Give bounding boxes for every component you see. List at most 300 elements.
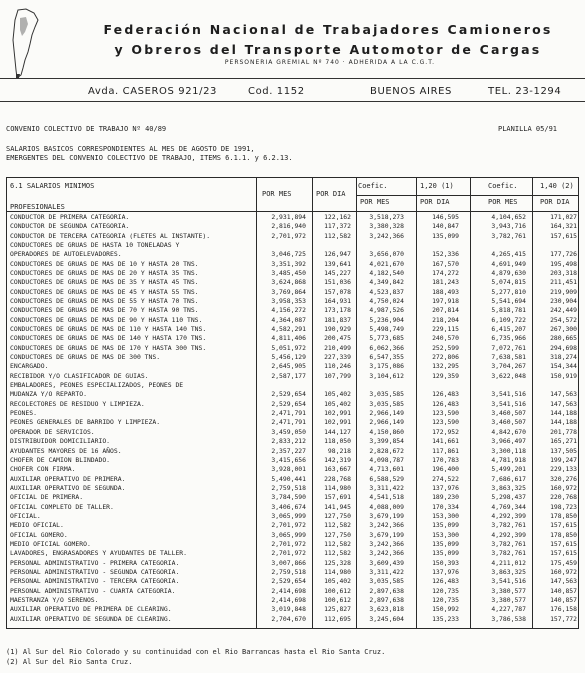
table-cell-d: 141,945 bbox=[324, 502, 351, 511]
table-cell-d1: 240,570 bbox=[432, 334, 459, 343]
table-cell-m2: 4,842,670 bbox=[491, 427, 526, 436]
table-row-label: EMBALADORES, PEONES ESPECIALIZADOS, PEONES DE bbox=[10, 381, 184, 390]
table-border-right bbox=[578, 177, 579, 628]
table-cell-d2: 320,276 bbox=[550, 474, 577, 483]
table-cell-d2: 147,563 bbox=[550, 399, 577, 408]
table-cell-m1: 3,242,366 bbox=[369, 539, 404, 548]
table-row-label: OPERADOR DE SERVICIOS. bbox=[10, 427, 95, 436]
address: Avda. CASEROS 921/23 bbox=[88, 86, 218, 97]
table-cell-d: 122,162 bbox=[324, 213, 351, 221]
table-cell-m: 2,701,972 bbox=[271, 539, 306, 548]
table-cell-m: 3,415,656 bbox=[271, 455, 306, 464]
table-cell-d2: 140,857 bbox=[550, 586, 577, 595]
table-cell-d2: 160,972 bbox=[550, 567, 577, 576]
table-cell-d1: 135,099 bbox=[432, 231, 459, 240]
personeria-subtitle: PERSONERIA GREMIAL Nº 740 · ADHERIDA A LA C.G.T. bbox=[224, 59, 436, 66]
table-cell-d1: 141,661 bbox=[432, 437, 459, 446]
table-cell-d2: 198,723 bbox=[550, 502, 577, 511]
table-cell-m2: 6,415,207 bbox=[491, 325, 526, 334]
table-cell-m2: 3,782,761 bbox=[491, 521, 526, 530]
table-cell-m2: 5,818,781 bbox=[491, 306, 526, 315]
table-cell-m1: 2,897,638 bbox=[369, 595, 404, 604]
table-row-label: ENCARGADO. bbox=[10, 362, 49, 371]
table-cell-d: 142,319 bbox=[324, 455, 351, 464]
table-cell-m2: 4,781,918 bbox=[491, 455, 526, 464]
table-cell-m2: 4,265,415 bbox=[491, 250, 526, 259]
table-cell-d1: 167,570 bbox=[432, 259, 459, 268]
table-cell-d: 157,078 bbox=[324, 287, 351, 296]
table-cell-m: 2,471,791 bbox=[271, 418, 306, 427]
table-cell-m1: 4,021,670 bbox=[369, 259, 404, 268]
table-cell-m: 3,351,392 bbox=[271, 259, 306, 268]
table-row-label: OFICIAL. bbox=[10, 511, 41, 520]
table-cell-m2: 3,460,507 bbox=[491, 418, 526, 427]
table-cell-d1: 170,334 bbox=[432, 502, 459, 511]
table-cell-m2: 3,943,716 bbox=[491, 222, 526, 231]
table-cell-d1: 252,599 bbox=[432, 343, 459, 352]
table-row-label: PERSONAL ADMINISTRATIVO - PRIMERA CATEGORIA. bbox=[10, 558, 180, 567]
table-cell-m1: 4,349,842 bbox=[369, 278, 404, 287]
table-cell-m2: 5,298,437 bbox=[491, 493, 526, 502]
table-cell-m1: 3,380,328 bbox=[369, 222, 404, 231]
table-cell-m: 2,471,791 bbox=[271, 409, 306, 418]
coef2-label: Coefic. bbox=[488, 182, 518, 190]
table-cell-m1: 3,399,854 bbox=[369, 437, 404, 446]
table-cell-d2: 147,563 bbox=[550, 577, 577, 586]
table-cell-m2: 7,072,761 bbox=[491, 343, 526, 352]
phone: TEL. 23-1294 bbox=[488, 86, 562, 97]
table-cell-d: 117,372 bbox=[324, 222, 351, 231]
table-cell-m: 2,414,698 bbox=[271, 586, 306, 595]
table-cell-m1: 5,498,749 bbox=[369, 325, 404, 334]
table-cell-m: 2,833,212 bbox=[271, 437, 306, 446]
table-cell-d: 157,691 bbox=[324, 493, 351, 502]
table-row-label: AUXILIAR OPERATIVO DE PRIMERA DE CLEARING. bbox=[10, 605, 172, 614]
table-cell-d2: 171,027 bbox=[550, 213, 577, 221]
table-cell-d1: 117,861 bbox=[432, 446, 459, 455]
table-cell-m1: 4,750,024 bbox=[369, 297, 404, 306]
table-row-label: CONDUCTORES DE GRUAS DE MAS DE 140 Y HASTA 170 TNS. bbox=[10, 334, 207, 343]
table-row-label: CONDUCTORES DE GRUAS DE MAS DE 45 Y HASTA 55 TNS. bbox=[10, 287, 199, 296]
table-cell-d: 105,402 bbox=[324, 390, 351, 399]
table-cell-d2: 178,850 bbox=[550, 530, 577, 539]
header-dia-base: POR DIA bbox=[316, 190, 346, 198]
table-cell-d: 173,178 bbox=[324, 306, 351, 315]
table-cell-m: 4,582,291 bbox=[271, 325, 306, 334]
table-cell-m: 3,928,001 bbox=[271, 465, 306, 474]
table-row-label: MEDIO OFICIAL GOMERO. bbox=[10, 539, 91, 548]
table-row-label: CONDUCTORES DE GRUAS DE MAS DE 70 Y HASTA 90 TNS. bbox=[10, 306, 199, 315]
column-header-profesionales: PROFESIONALES bbox=[10, 203, 65, 211]
table-cell-d2: 150,919 bbox=[550, 371, 577, 380]
table-cell-d1: 207,814 bbox=[432, 306, 459, 315]
table-cell-d: 112,582 bbox=[324, 539, 351, 548]
table-cell-m2: 3,380,577 bbox=[491, 595, 526, 604]
footnote-1: (1) Al Sur del Rio Colorado y su continuidad con el Rio Barrancas hasta el Rio Santa Cruz. bbox=[6, 648, 386, 656]
table-cell-d2: 175,459 bbox=[550, 558, 577, 567]
table-cell-m: 2,701,972 bbox=[271, 549, 306, 558]
table-cell-d1: 188,493 bbox=[432, 287, 459, 296]
table-cell-m2: 3,782,761 bbox=[491, 231, 526, 240]
table-cell-m2: 3,300,118 bbox=[491, 446, 526, 455]
postal-code: Cod. 1152 bbox=[248, 86, 305, 97]
table-row-label: PERSONAL ADMINISTRATIVO - CUARTA CATEGORIA. bbox=[10, 586, 176, 595]
table-cell-m: 2,759,518 bbox=[271, 567, 306, 576]
table-cell-d2: 294,698 bbox=[550, 343, 577, 352]
table-cell-d: 125,827 bbox=[324, 605, 351, 614]
table-border-left bbox=[6, 177, 7, 628]
table-cell-d: 210,499 bbox=[324, 343, 351, 352]
intro-line-1: SALARIOS BASICOS CORRESPONDIENTES AL MES DE AGOSTO DE 1991, bbox=[6, 145, 255, 153]
table-cell-m: 5,051,972 bbox=[271, 343, 306, 352]
table-cell-d1: 135,099 bbox=[432, 539, 459, 548]
table-row-label: OFICIAL DE PRIMERA. bbox=[10, 493, 84, 502]
table-cell-m: 2,704,670 bbox=[271, 614, 306, 623]
table-cell-d: 145,227 bbox=[324, 269, 351, 278]
table-cell-d: 100,612 bbox=[324, 595, 351, 604]
table-cell-d1: 123,590 bbox=[432, 418, 459, 427]
table-cell-m1: 4,987,526 bbox=[369, 306, 404, 315]
table-row-label: CONDUCTORES DE GRUAS DE MAS DE 300 TNS. bbox=[10, 353, 161, 362]
table-cell-d2: 203,318 bbox=[550, 269, 577, 278]
table-cell-d: 105,402 bbox=[324, 577, 351, 586]
table-cell-d2: 137,505 bbox=[550, 446, 577, 455]
table-cell-d1: 135,233 bbox=[432, 614, 459, 623]
table-cell-m: 3,065,999 bbox=[271, 530, 306, 539]
table-cell-d1: 123,590 bbox=[432, 409, 459, 418]
table-cell-m2: 4,211,012 bbox=[491, 558, 526, 567]
table-cell-m2: 5,541,694 bbox=[491, 297, 526, 306]
footnote-2: (2) Al Sur del Rio Santa Cruz. bbox=[6, 658, 133, 666]
table-cell-m1: 3,679,199 bbox=[369, 511, 404, 520]
header-mes-coef2: POR MES bbox=[488, 198, 518, 206]
table-cell-d: 228,768 bbox=[324, 474, 351, 483]
table-cell-m2: 4,691,949 bbox=[491, 259, 526, 268]
table-cell-d2: 144,188 bbox=[550, 409, 577, 418]
table-cell-d1: 181,243 bbox=[432, 278, 459, 287]
table-cell-d1: 126,483 bbox=[432, 399, 459, 408]
table-cell-d2: 229,133 bbox=[550, 465, 577, 474]
table-cell-d1: 189,230 bbox=[432, 493, 459, 502]
table-row-label: OFICIAL COMPLETO DE TALLER. bbox=[10, 502, 114, 511]
table-row-label: CHOFER CON FIRMA. bbox=[10, 465, 76, 474]
table-row-label: AUXILIAR OPERATIVO DE SEGUNDA. bbox=[10, 483, 126, 492]
table-cell-d1: 196,400 bbox=[432, 465, 459, 474]
table-cell-m: 3,459,050 bbox=[271, 427, 306, 436]
column-divider-4 bbox=[470, 177, 471, 628]
table-cell-m1: 5,773,685 bbox=[369, 334, 404, 343]
table-cell-m2: 4,227,787 bbox=[491, 605, 526, 614]
table-cell-d: 126,947 bbox=[324, 250, 351, 259]
table-row-label: PEONES GENERALES DE BARRIDO Y LIMPIEZA. bbox=[10, 418, 161, 427]
federation-name-line2: y Obreros del Transporte Automotor de Cargas bbox=[114, 42, 542, 57]
table-cell-m: 2,759,518 bbox=[271, 483, 306, 492]
table-cell-d: 100,612 bbox=[324, 586, 351, 595]
table-cell-m1: 3,656,070 bbox=[369, 250, 404, 259]
table-row-label: CONDUCTOR DE PRIMERA CATEGORIA. bbox=[10, 213, 130, 221]
table-cell-d2: 318,274 bbox=[550, 353, 577, 362]
table-cell-d: 112,582 bbox=[324, 549, 351, 558]
table-cell-m1: 6,547,355 bbox=[369, 353, 404, 362]
table-row-label: PERSONAL ADMINISTRATIVO - TERCERA CATEGORIA. bbox=[10, 577, 180, 586]
table-cell-d1: 197,918 bbox=[432, 297, 459, 306]
table-cell-m2: 3,863,325 bbox=[491, 567, 526, 576]
table-row-label: CONDUCTORES DE GRUAS DE MAS DE 110 Y HASTA 140 TNS. bbox=[10, 325, 207, 334]
table-cell-d2: 154,344 bbox=[550, 362, 577, 371]
table-cell-m: 3,065,999 bbox=[271, 511, 306, 520]
table-cell-m1: 3,242,366 bbox=[369, 521, 404, 530]
table-cell-m2: 5,074,815 bbox=[491, 278, 526, 287]
header-mes-base: POR MES bbox=[262, 190, 292, 198]
table-cell-d1: 129,359 bbox=[432, 371, 459, 380]
table-cell-d1: 135,099 bbox=[432, 521, 459, 530]
table-cell-d1: 126,483 bbox=[432, 390, 459, 399]
table-cell-d: 200,475 bbox=[324, 334, 351, 343]
table-cell-d2: 144,188 bbox=[550, 418, 577, 427]
table-cell-d: 127,750 bbox=[324, 530, 351, 539]
table-cell-d1: 172,952 bbox=[432, 427, 459, 436]
table-cell-m: 3,019,848 bbox=[271, 605, 306, 614]
table-cell-d2: 164,321 bbox=[550, 222, 577, 231]
table-cell-m: 2,816,940 bbox=[271, 222, 306, 231]
table-cell-m2: 4,292,399 bbox=[491, 511, 526, 520]
table-cell-d2: 242,449 bbox=[550, 306, 577, 315]
table-cell-m1: 3,518,273 bbox=[369, 213, 404, 221]
table-cell-m2: 4,769,344 bbox=[491, 502, 526, 511]
table-cell-d2: 195,498 bbox=[550, 259, 577, 268]
table-cell-d1: 132,295 bbox=[432, 362, 459, 371]
table-border-top bbox=[6, 177, 579, 178]
table-cell-m: 3,485,450 bbox=[271, 269, 306, 278]
table-cell-d: 144,127 bbox=[324, 427, 351, 436]
table-cell-d: 139,641 bbox=[324, 259, 351, 268]
table-cell-d2: 220,768 bbox=[550, 493, 577, 502]
table-row-label: AUXILIAR OPERATIVO DE PRIMERA. bbox=[10, 474, 126, 483]
table-cell-d1: 174,272 bbox=[432, 269, 459, 278]
section-title: 6.1 SALARIOS MINIMOS bbox=[10, 182, 95, 190]
table-cell-m1: 4,098,787 bbox=[369, 455, 404, 464]
table-cell-d2: 157,615 bbox=[550, 549, 577, 558]
table-cell-d2: 176,158 bbox=[550, 605, 577, 614]
table-cell-d: 98,218 bbox=[327, 446, 351, 455]
table-cell-m1: 6,588,529 bbox=[369, 474, 404, 483]
table-cell-m2: 5,277,810 bbox=[491, 287, 526, 296]
table-cell-d2: 219,909 bbox=[550, 287, 577, 296]
table-cell-m: 4,156,272 bbox=[271, 306, 306, 315]
table-row-label: PEONES. bbox=[10, 409, 37, 418]
table-cell-d: 118,050 bbox=[324, 437, 351, 446]
sheet-number: PLANILLA 05/91 bbox=[498, 125, 558, 133]
table-row-label: MAESTRANZA Y/O SERENOS. bbox=[10, 595, 99, 604]
table-row-label: CONDUCTORES DE GRUAS DE MAS DE 35 Y HASTA 45 TNS. bbox=[10, 278, 199, 287]
table-cell-d: 127,750 bbox=[324, 511, 351, 520]
table-cell-d1: 272,806 bbox=[432, 353, 459, 362]
table-cell-m2: 7,638,581 bbox=[491, 353, 526, 362]
table-cell-m: 2,529,654 bbox=[271, 577, 306, 586]
table-cell-m2: 4,292,399 bbox=[491, 530, 526, 539]
table-cell-d1: 218,204 bbox=[432, 315, 459, 324]
table-cell-m2: 3,704,267 bbox=[491, 362, 526, 371]
table-row-label: MUDANZA Y/O REPARTO. bbox=[10, 390, 87, 399]
table-cell-d: 110,246 bbox=[324, 362, 351, 371]
column-divider-1 bbox=[312, 177, 313, 628]
table-cell-m2: 3,541,516 bbox=[491, 390, 526, 399]
table-cell-m: 3,624,868 bbox=[271, 278, 306, 287]
table-cell-m2: 3,863,325 bbox=[491, 483, 526, 492]
table-cell-d2: 267,300 bbox=[550, 325, 577, 334]
table-cell-m1: 3,035,585 bbox=[369, 399, 404, 408]
table-cell-m: 2,645,905 bbox=[271, 362, 306, 371]
table-row-label: RECIBIDOR Y/O CLASIFICADOR DE GUIAS. bbox=[10, 371, 149, 380]
table-cell-m2: 3,541,516 bbox=[491, 399, 526, 408]
table-cell-d2: 147,563 bbox=[550, 390, 577, 399]
table-cell-d2: 177,726 bbox=[550, 250, 577, 259]
table-cell-d: 164,931 bbox=[324, 297, 351, 306]
table-cell-m2: 3,622,048 bbox=[491, 371, 526, 380]
header-mes-coef1: POR MES bbox=[360, 198, 390, 206]
table-cell-m1: 4,088,009 bbox=[369, 502, 404, 511]
table-cell-m1: 4,182,540 bbox=[369, 269, 404, 278]
table-cell-d1: 150,992 bbox=[432, 605, 459, 614]
table-cell-m: 3,784,590 bbox=[271, 493, 306, 502]
table-cell-d2: 254,572 bbox=[550, 315, 577, 324]
table-cell-d2: 199,247 bbox=[550, 455, 577, 464]
table-cell-m1: 3,242,366 bbox=[369, 549, 404, 558]
table-row-label: CONDUCTOR DE SEGUNDA CATEGORIA. bbox=[10, 222, 130, 231]
table-cell-m1: 2,897,638 bbox=[369, 586, 404, 595]
table-cell-d: 112,582 bbox=[324, 231, 351, 240]
table-row-label: PERSONAL ADMINISTRATIVO - SEGUNDA CATEGORIA. bbox=[10, 567, 180, 576]
table-cell-m2: 6,735,966 bbox=[491, 334, 526, 343]
table-cell-m: 2,931,894 bbox=[271, 213, 306, 221]
table-cell-m1: 4,150,860 bbox=[369, 427, 404, 436]
table-cell-m: 3,007,866 bbox=[271, 558, 306, 567]
table-row-label: CONDUCTORES DE GRUAS DE MAS DE 90 Y HASTA 110 TNS. bbox=[10, 315, 203, 324]
table-row-label: AYUDANTES MAYORES DE 16 AÑOS. bbox=[10, 446, 122, 455]
table-cell-m: 2,701,972 bbox=[271, 521, 306, 530]
table-cell-d1: 120,735 bbox=[432, 595, 459, 604]
table-cell-d1: 153,300 bbox=[432, 530, 459, 539]
table-cell-d2: 157,615 bbox=[550, 539, 577, 548]
table-cell-d1: 137,976 bbox=[432, 483, 459, 492]
table-cell-d2: 211,451 bbox=[550, 278, 577, 287]
table-cell-m: 3,958,353 bbox=[271, 297, 306, 306]
table-cell-m1: 4,523,837 bbox=[369, 287, 404, 296]
table-cell-m2: 3,786,538 bbox=[491, 614, 526, 623]
convention-number: CONVENIO COLECTIVO DE TRABAJO Nº 40/89 bbox=[6, 125, 167, 133]
table-cell-d1: 150,393 bbox=[432, 558, 459, 567]
intro-line-2: EMERGENTES DEL CONVENIO COLECTIVO DE TRABAJO, ITEMS 6.1.1. y 6.2.13. bbox=[6, 154, 293, 162]
table-cell-d1: 135,099 bbox=[432, 549, 459, 558]
table-row-label: CONDUCTORES DE GRUAS DE HASTA 10 TONELADAS Y bbox=[10, 241, 180, 250]
table-cell-m: 2,587,177 bbox=[271, 371, 306, 380]
table-cell-d: 107,799 bbox=[324, 371, 351, 380]
table-cell-m: 3,046,725 bbox=[271, 250, 306, 259]
table-cell-m1: 3,035,585 bbox=[369, 390, 404, 399]
table-cell-d: 102,991 bbox=[324, 418, 351, 427]
table-cell-d: 114,980 bbox=[324, 567, 351, 576]
table-cell-m: 2,529,654 bbox=[271, 399, 306, 408]
coef-header-divider bbox=[356, 195, 578, 196]
table-cell-m: 4,811,406 bbox=[271, 334, 306, 343]
table-cell-d2: 230,904 bbox=[550, 297, 577, 306]
table-row-label: LAVADORES, ENGRASADORES Y AYUDANTES DE TALLER. bbox=[10, 549, 187, 558]
table-cell-m1: 3,242,366 bbox=[369, 231, 404, 240]
coef1-value: 1,20 (1) bbox=[420, 182, 454, 190]
table-row-label: CONDUCTOR DE TERCERA CATEGORIA (FLETES AL INSTANTE). bbox=[10, 231, 211, 240]
table-cell-m1: 3,175,086 bbox=[369, 362, 404, 371]
table-row-label: RECOLECTORES DE RESIDUO Y LIMPIEZA. bbox=[10, 399, 145, 408]
table-row-label: CONDUCTORES DE GRUAS DE MAS DE 20 Y HASTA 35 TNS. bbox=[10, 269, 199, 278]
table-cell-m2: 3,966,497 bbox=[491, 437, 526, 446]
table-cell-d: 163,667 bbox=[324, 465, 351, 474]
table-cell-d: 125,328 bbox=[324, 558, 351, 567]
header-dia-coef2: POR DIA bbox=[540, 198, 570, 206]
table-cell-d1: 140,847 bbox=[432, 222, 459, 231]
table-cell-d2: 157,615 bbox=[550, 231, 577, 240]
table-cell-d: 227,339 bbox=[324, 353, 351, 362]
table-row-label: CONDUCTORES DE GRUAS DE MAS DE 170 Y HASTA 300 TNS. bbox=[10, 343, 207, 352]
table-cell-d1: 152,336 bbox=[432, 250, 459, 259]
table-cell-m1: 3,679,199 bbox=[369, 530, 404, 539]
table-cell-d: 190,929 bbox=[324, 325, 351, 334]
table-cell-d2: 201,778 bbox=[550, 427, 577, 436]
table-cell-m2: 3,541,516 bbox=[491, 577, 526, 586]
table-cell-d: 102,991 bbox=[324, 409, 351, 418]
argentina-map-logo-icon bbox=[4, 8, 46, 80]
table-cell-m1: 2,828,672 bbox=[369, 446, 404, 455]
table-cell-m2: 3,782,761 bbox=[491, 539, 526, 548]
table-row-label: MEDIO OFICIAL. bbox=[10, 521, 64, 530]
header-dia-coef1: POR DIA bbox=[420, 198, 450, 206]
table-cell-d1: 120,735 bbox=[432, 586, 459, 595]
table-border-bottom bbox=[6, 628, 579, 629]
table-cell-d1: 274,522 bbox=[432, 474, 459, 483]
header-divider bbox=[6, 211, 579, 212]
table-cell-m1: 3,609,439 bbox=[369, 558, 404, 567]
table-cell-m2: 6,109,722 bbox=[491, 315, 526, 324]
column-divider-5 bbox=[532, 177, 533, 628]
coef2-value: 1,40 (2) bbox=[540, 182, 574, 190]
table-cell-m2: 3,782,761 bbox=[491, 549, 526, 558]
table-cell-d2: 165,271 bbox=[550, 437, 577, 446]
table-cell-m2: 7,686,617 bbox=[491, 474, 526, 483]
table-cell-m: 2,701,972 bbox=[271, 231, 306, 240]
table-cell-d2: 280,665 bbox=[550, 334, 577, 343]
table-cell-m1: 3,311,422 bbox=[369, 567, 404, 576]
table-cell-m: 5,456,129 bbox=[271, 353, 306, 362]
table-cell-d: 105,402 bbox=[324, 399, 351, 408]
table-cell-m: 2,414,698 bbox=[271, 595, 306, 604]
table-row-label: CONDUCTORES DE GRUAS DE MAS DE 55 Y HASTA 70 TNS. bbox=[10, 297, 199, 306]
table-cell-m: 5,490,441 bbox=[271, 474, 306, 483]
table-cell-m: 3,406,674 bbox=[271, 502, 306, 511]
table-cell-m1: 3,245,604 bbox=[369, 614, 404, 623]
table-cell-m2: 3,380,577 bbox=[491, 586, 526, 595]
column-divider-0 bbox=[256, 177, 257, 628]
table-row-label: OPERADORES DE AUTOELEVADORES. bbox=[10, 250, 122, 259]
table-cell-d2: 140,857 bbox=[550, 595, 577, 604]
table-cell-m1: 4,541,518 bbox=[369, 493, 404, 502]
table-cell-d: 112,695 bbox=[324, 614, 351, 623]
column-divider-2 bbox=[356, 177, 357, 628]
table-cell-d1: 137,976 bbox=[432, 567, 459, 576]
table-cell-m1: 6,062,366 bbox=[369, 343, 404, 352]
table-cell-d: 112,582 bbox=[324, 521, 351, 530]
table-cell-d2: 157,772 bbox=[550, 614, 577, 623]
coef1-label: Coefic. bbox=[358, 182, 388, 190]
table-cell-m2: 3,460,507 bbox=[491, 409, 526, 418]
